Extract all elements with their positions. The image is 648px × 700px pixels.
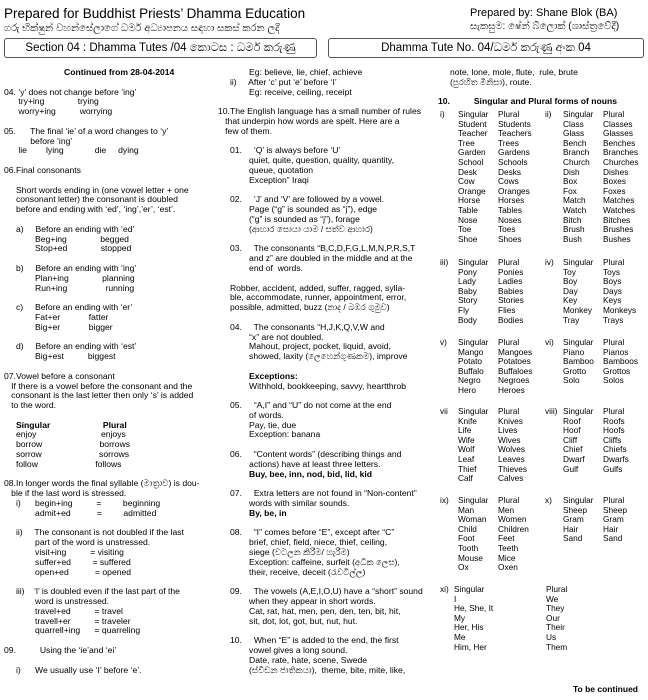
plural-word: Bitches <box>603 214 631 225</box>
text-line: their, receive, deceit (රැවටිල්ල) <box>218 566 366 577</box>
text-line: Page (“g” is sounded as “j”), edge <box>218 204 378 215</box>
column-2 <box>218 68 436 675</box>
text-line: Exception: caffeine, surfeit (අධික ලෙස), <box>218 556 400 567</box>
singular-word: Watch <box>563 205 587 215</box>
plural-word: Oranges <box>498 185 530 196</box>
text-line: Date, rate, hate, scene, Swede <box>218 654 368 665</box>
text-line: that underpin how words are spelt. Here are a <box>218 115 400 126</box>
plural-word: Bamboos <box>603 356 639 367</box>
text-line: Beg+ing begged <box>4 233 129 244</box>
text-line: actions) have at least three letters. <box>218 458 381 469</box>
plural-word: Gulfs <box>603 463 623 474</box>
text-line: 09. Using the ‘ie’and ‘ei’ <box>4 645 117 656</box>
plural-word: Dwarfs <box>603 454 629 464</box>
singular-word: Mango <box>458 346 484 357</box>
singular-word: I <box>454 593 457 604</box>
text-line: Withhold, bookkeeping, savvy, heartthrob <box>218 380 407 391</box>
text-line: word is unstressed. <box>4 596 110 607</box>
noun-group-label: vi) <box>545 337 554 347</box>
singular-word: Boy <box>563 276 578 287</box>
text-line: b) Before an ending with ‘ing’ <box>4 262 137 273</box>
singular-header: Singular <box>563 337 594 347</box>
plural-word: Women <box>498 514 527 525</box>
plural-word: Gardens <box>498 147 530 158</box>
text-line: 02. ‘J’ and ‘V’ are followed by a vowel. <box>218 194 385 205</box>
singular-word: Match <box>563 195 586 206</box>
singular-word: Sand <box>563 533 583 544</box>
text-line: If there is a vowel before the consonant and the <box>4 380 193 391</box>
singular-word: Teacher <box>458 128 488 139</box>
noun-group-label: viii) <box>545 406 558 416</box>
plural-word: Men <box>498 504 515 515</box>
text-line: worry+ing worrying <box>4 106 113 117</box>
tute-number-label: Dhamma Tute No. 04/ධර්ම කරුණු අංක 04 <box>328 38 644 58</box>
singular-word: Tree <box>458 137 475 148</box>
noun-group-label: x) <box>545 495 552 505</box>
singular-word: Key <box>563 295 578 306</box>
noun-group-label: i) <box>440 109 445 119</box>
text-line: Run+ing running <box>4 282 135 293</box>
noun-group-label: xi) <box>440 584 449 594</box>
plural-word: Thieves <box>498 463 528 474</box>
text-line: By, be, in <box>218 507 287 518</box>
plural-word: Benches <box>603 137 636 148</box>
plural-word: We <box>546 593 559 604</box>
singular-word: Him, Her <box>454 641 487 652</box>
plural-word: Feet <box>498 533 515 544</box>
text-line: Eg: believe, lie, chief, achieve <box>218 67 363 77</box>
text-line: follow follows <box>4 458 122 469</box>
plural-word: Sheep <box>603 504 627 515</box>
plural-header: Plural <box>603 109 625 119</box>
singular-word: Church <box>563 157 590 167</box>
singular-word: Toe <box>458 224 472 235</box>
text-line: part of the word is unstressed. <box>4 537 151 548</box>
column-3 <box>438 68 648 107</box>
singular-word: Child <box>458 523 477 534</box>
singular-word: Wife <box>458 434 475 445</box>
text-line: ii) The consonant is not doubled if the last <box>4 527 184 538</box>
singular-word: Desk <box>458 166 477 177</box>
singular-word: Potato <box>458 356 482 367</box>
singular-word: Branch <box>563 147 590 158</box>
singular-header: Singular <box>563 406 594 416</box>
singular-word: Shoe <box>458 233 478 244</box>
singular-header: Singular <box>458 257 489 267</box>
header-author-block <box>470 6 619 34</box>
plural-header: Plural <box>498 406 520 416</box>
singular-word: Pony <box>458 266 477 277</box>
plural-word: Bodies <box>498 314 524 325</box>
plural-word: Teeth <box>498 543 519 553</box>
singular-word: Bamboo <box>563 356 594 367</box>
text-line: Singular Plural <box>4 419 127 430</box>
singular-header: Singular <box>458 337 489 347</box>
plural-word: Wives <box>498 434 521 445</box>
text-line: note, lone, mole, flute, rule, brute <box>438 67 578 77</box>
singular-word: Buffalo <box>458 365 484 376</box>
plural-word: Teachers <box>498 128 532 139</box>
singular-word: Story <box>458 295 478 306</box>
singular-word: Nose <box>458 214 478 225</box>
singular-word: Day <box>563 285 578 296</box>
text-line: 10.The English language has a small number of rules <box>218 106 422 117</box>
text-line: siege (වටලන කිරීම/ හැරීම) <box>218 547 350 558</box>
plural-word: Lives <box>498 425 518 436</box>
text-line: 08. “I” comes before “E”, except after “C” <box>218 527 395 538</box>
text-line: Eg: receive, ceiling, receipt <box>218 86 352 97</box>
plural-word: Watches <box>603 205 635 215</box>
text-line: 07. Extra letters are not found in “Non-content” <box>218 488 417 499</box>
plural-word: Heroes <box>498 385 525 395</box>
singular-word: Ox <box>458 562 469 573</box>
text-line: (“g” is sounded as “j”), forage <box>218 213 360 224</box>
plural-word: Boys <box>603 276 622 287</box>
singular-header: Singular <box>454 584 485 594</box>
plural-word: Gram <box>603 514 624 525</box>
singular-word: Orange <box>458 185 486 196</box>
text-line: try+ing trying <box>4 96 99 107</box>
text-line: borrow borrows <box>4 439 131 450</box>
text-line: Plan+ing planning <box>4 272 135 283</box>
text-line: ble if the last word is stressed. <box>4 488 127 499</box>
singular-word: Mouse <box>458 552 483 563</box>
text-line: before and ending with ‘ed’, ‘ing’,’er’, ‘est’. <box>4 204 176 215</box>
plural-header: Plural <box>603 337 625 347</box>
text-line: Robber, accident, added, suffer, ragged, sylla- <box>218 282 406 293</box>
plural-header: Plural <box>498 495 520 505</box>
singular-word: Calf <box>458 473 473 484</box>
plural-word: Trees <box>498 137 519 148</box>
text-line: Exceptions: <box>218 370 298 381</box>
text-line: suffer+ed = suffered <box>4 556 131 567</box>
text-line: 06. “Content words” (describing things and <box>218 449 402 460</box>
plural-word: Flies <box>498 305 516 315</box>
singular-word: Gulf <box>563 463 579 474</box>
text-line: 10. When “E” is added to the end, the first <box>218 635 399 646</box>
text-line: consonant letter) the consonant is doubled <box>4 194 178 205</box>
singular-word: Class <box>563 118 584 129</box>
text-line: iii) ‘l’ is doubled even if the last part of the <box>4 586 180 597</box>
plural-word: Dishes <box>603 166 629 177</box>
plural-header: Plural <box>546 584 568 594</box>
text-line: quiet, quite, question, quality, quantity, <box>218 155 394 166</box>
singular-word: Leaf <box>458 454 475 464</box>
text-line: 10. Singular and Plural forms of nouns <box>438 96 618 107</box>
plural-word: Solos <box>603 375 624 386</box>
prepared-by: Prepared by: Shane Blok (BA) <box>470 7 618 19</box>
plural-word: Hoofs <box>603 425 625 436</box>
plural-word: Toes <box>498 224 516 235</box>
text-line: lie lying die dying <box>4 145 139 156</box>
plural-word: Classes <box>603 118 633 129</box>
singular-word: Box <box>563 176 578 187</box>
text-line: 03. The consonants “B,C,D,F,G,L,M,N,P,R,S,T <box>218 243 416 254</box>
plural-word: Stories <box>498 295 524 306</box>
singular-word: Bush <box>563 233 582 244</box>
plural-word: Brushes <box>603 224 634 235</box>
text-line: Continued from 28-04-2014 <box>64 67 175 77</box>
singular-word: Toy <box>563 266 576 277</box>
singular-word: Foot <box>458 533 475 544</box>
singular-word: Negro <box>458 375 481 386</box>
text-line: words with similar sounds. <box>218 498 350 509</box>
text-line: of words. <box>218 409 284 420</box>
plural-word: Children <box>498 523 529 534</box>
plural-word: Pianos <box>603 346 629 357</box>
singular-word: Woman <box>458 514 487 525</box>
text-line: Buy, bee, inn, nod, bid, lid, kid <box>218 468 373 479</box>
text-line: Fat+er fatter <box>4 311 109 322</box>
noun-group-label: ii) <box>545 109 552 119</box>
plural-word: Oxen <box>498 562 518 573</box>
text-line: (ස්වීඩන ජාතිකයා), theme, bite, mite, like, <box>218 664 406 675</box>
text-line: 09. The vowels (A,E,I,O,U) have a “short” sound <box>218 586 423 597</box>
plural-word: Cows <box>498 176 519 187</box>
noun-group-label: iii) <box>440 257 449 267</box>
text-line: Big+est biggest <box>4 351 116 362</box>
singular-word: Bitch <box>563 214 582 225</box>
text-line: Mahout, project, pocket, liquid, avoid, <box>218 341 391 352</box>
plural-word: Grottos <box>603 365 631 376</box>
plural-word: Bushes <box>603 233 631 244</box>
plural-word: Roofs <box>603 415 625 426</box>
text-line: Exception” Iraqi <box>218 174 309 185</box>
plural-word: Noses <box>498 214 522 225</box>
plural-header: Plural <box>498 257 520 267</box>
text-line: visit+ing = visiting <box>4 547 124 558</box>
singular-header: Singular <box>458 406 489 416</box>
plural-word: Toys <box>603 266 621 277</box>
singular-word: Gram <box>563 514 584 525</box>
singular-word: Glass <box>563 128 585 139</box>
text-line: ii) After ‘c’ put ‘e’ before ‘I’ <box>218 76 337 87</box>
text-line: Stop+ed stopped <box>4 243 132 254</box>
plural-word: Ladies <box>498 276 523 287</box>
text-line: queue, quotation <box>218 164 314 175</box>
plural-header: Plural <box>603 406 625 416</box>
singular-word: Roof <box>563 415 581 426</box>
singular-word: Knife <box>458 415 477 426</box>
text-line: travel+ed = travel <box>4 605 123 616</box>
section-label: Section 04 : Dhamma Tutes /04 කොටස : ධර්ම කරුණු <box>4 38 317 58</box>
text-line: travell+er = traveler <box>4 615 131 626</box>
plural-word: Ponies <box>498 266 524 277</box>
plural-word: Chiefs <box>603 444 627 455</box>
singular-word: Grotto <box>563 365 587 376</box>
plural-word: Knives <box>498 415 523 426</box>
plural-word: Our <box>546 612 560 623</box>
plural-word: Keys <box>603 295 622 306</box>
plural-header: Plural <box>498 109 520 119</box>
text-line: when they appear in short words. <box>218 596 376 607</box>
text-line: before ‘ing’ <box>4 135 73 146</box>
plural-header: Plural <box>603 495 625 505</box>
plural-word: Their <box>546 622 565 633</box>
plural-word: Desks <box>498 166 522 177</box>
singular-word: Cow <box>458 176 475 187</box>
plural-word: Students <box>498 118 531 129</box>
singular-word: Lady <box>458 276 476 287</box>
plural-word: Matches <box>603 195 635 206</box>
plural-word: Cliffs <box>603 434 622 445</box>
singular-word: Cliff <box>563 434 578 445</box>
plural-word: Babies <box>498 285 524 296</box>
plural-word: Us <box>546 632 557 642</box>
plural-word: Calves <box>498 473 524 484</box>
singular-word: He, She, It <box>454 603 494 614</box>
column-1 <box>4 68 214 675</box>
header-title-block <box>4 6 305 36</box>
text-line: Cat, rat, hat, men, pen, den, ten, bit, hit, <box>218 605 401 616</box>
text-line: 04. ‘y’ does not change before ‘ing’ <box>4 86 137 97</box>
plural-word: Glasses <box>603 128 633 139</box>
text-line: to the word. <box>4 400 57 411</box>
plural-word: Mangoes <box>498 346 533 357</box>
plural-word: Shoes <box>498 233 522 244</box>
plural-header: Plural <box>603 257 625 267</box>
text-line: 06.Final consonants <box>4 164 81 175</box>
text-line: 07.Vowel before a consonant <box>4 370 115 381</box>
text-line: end of words. <box>218 262 304 273</box>
singular-header: Singular <box>458 495 489 505</box>
plural-word: Foxes <box>603 185 626 196</box>
plural-word: Days <box>603 285 622 296</box>
singular-word: Tooth <box>458 543 479 553</box>
text-line: enjoy enjoys <box>4 429 126 440</box>
header-subtitle: ගරු භික්ෂුන් වහන්සේලාගේ ධර්ම අධ්‍යාපනය සඳහා සකස් කරන ලදී <box>4 23 280 34</box>
noun-group-label: iv) <box>545 257 554 267</box>
text-line: (ආහාර සොයා යාම / සත්ව ආහාර) <box>218 223 373 234</box>
text-line: Big+er bigger <box>4 321 113 332</box>
singular-word: My <box>454 612 466 623</box>
singular-word: Dish <box>563 166 580 177</box>
singular-header: Singular <box>563 109 594 119</box>
singular-word: Chief <box>563 444 583 455</box>
header-title: Prepared for Buddhist Priests’ Dhamma Education <box>4 6 306 21</box>
singular-word: Hoof <box>563 425 581 436</box>
text-line: vowel gives a long sound. <box>218 645 348 656</box>
text-line: Exception: banana <box>218 429 321 440</box>
plural-word: Tables <box>498 205 522 215</box>
singular-word: Body <box>458 314 477 325</box>
text-line: and z” are doubled in the middle and at the <box>218 253 413 264</box>
singular-word: Hair <box>563 523 579 534</box>
singular-word: Bench <box>563 137 587 148</box>
singular-word: Piano <box>563 346 585 357</box>
plural-word: Potatoes <box>498 356 531 367</box>
plural-word: Buffaloes <box>498 365 533 376</box>
singular-word: Me <box>454 632 466 642</box>
singular-word: Baby <box>458 285 477 296</box>
text-line: i) We usually use ‘I’ before ‘e’. <box>4 664 142 675</box>
plural-word: Sand <box>603 533 623 544</box>
text-line: 05. “A,I” and “U” do not come at the end <box>218 400 392 411</box>
singular-word: Man <box>458 504 475 515</box>
singular-header: Singular <box>563 495 594 505</box>
text-line: admit+ed = admitted <box>4 507 157 518</box>
plural-word: Branches <box>603 147 639 158</box>
plural-word: Horses <box>498 195 525 206</box>
text-line: Pay, tie, due <box>218 419 297 430</box>
singular-word: Student <box>458 118 487 129</box>
noun-group-label: vii <box>440 406 448 416</box>
singular-word: Her, His <box>454 622 484 633</box>
text-line: consonant is the last letter then only ‘s’ is added <box>4 390 194 401</box>
text-line: open+ed = opened <box>4 566 132 577</box>
singular-word: Solo <box>563 375 580 386</box>
plural-word: Monkeys <box>603 305 637 315</box>
singular-word: Life <box>458 425 472 436</box>
text-line: ble, accommodate, runner, appointment, error, <box>218 292 407 303</box>
text-line: c) Before an ending with ‘er’ <box>4 302 133 313</box>
text-line: 04. The consonants “H,J,K,Q,V,W and <box>218 321 385 332</box>
text-line: 08.In longer words the final syllable (මාත්‍රාව) is dou- <box>4 478 200 489</box>
prepared-by-sinhala: සැකසුම: ෂේන් බ්ලොක් (ශාස්ත්‍රවේදී) <box>470 21 620 32</box>
text-line: brief, chief, field, niece, thief, ceiling, <box>218 537 388 548</box>
singular-word: Thief <box>458 463 477 474</box>
text-line: a) Before an ending with ‘ed’ <box>4 223 135 234</box>
text-line: few of them. <box>218 125 272 136</box>
singular-word: Hero <box>458 385 476 395</box>
plural-header: Plural <box>498 337 520 347</box>
plural-word: Mice <box>498 552 516 563</box>
singular-word: Dwarf <box>563 454 585 464</box>
singular-header: Singular <box>458 109 489 119</box>
plural-word: Schools <box>498 157 528 167</box>
singular-word: Fly <box>458 305 470 315</box>
noun-group-label: ix) <box>440 495 449 505</box>
singular-word: Fox <box>563 185 577 196</box>
text-line: (පුරහිත මිනිසා), route. <box>438 76 532 87</box>
plural-word: Negroes <box>498 375 530 386</box>
noun-group-label: v) <box>440 337 447 347</box>
text-line: Short words ending in (one vowel letter + one <box>4 184 189 195</box>
plural-word: They <box>546 603 565 614</box>
text-line: d) Before an ending with ‘est’ <box>4 341 137 352</box>
to-be-continued: To be continued <box>572 684 638 694</box>
plural-word: Them <box>546 641 568 652</box>
singular-word: Brush <box>563 224 585 235</box>
text-line: showed, laxity (ලෙහෙන්ගුණකම), improve <box>218 351 408 362</box>
plural-word: Churches <box>603 157 639 167</box>
plural-word: Leaves <box>498 454 525 464</box>
text-line: “x” are not doubled. <box>218 331 324 342</box>
text-line: sit, dot, lot, got, but, nut, hut. <box>218 615 358 626</box>
text-line: i) begin+ing = beginning <box>4 498 161 509</box>
singular-word: Tray <box>563 314 580 325</box>
singular-word: Horse <box>458 195 481 206</box>
text-line: 05. The final ‘ie’ of a word changes to ‘y’ <box>4 125 169 136</box>
singular-word: Table <box>458 205 478 215</box>
text-line: 01. ‘Q’ is always before ‘U’ <box>218 145 341 156</box>
singular-word: Sheep <box>563 504 587 515</box>
singular-word: School <box>458 157 484 167</box>
plural-word: Boxes <box>603 176 627 187</box>
singular-word: Wolf <box>458 444 475 455</box>
text-line: quarrell+ing = quarreling <box>4 625 141 636</box>
text-line: possible, admitted, buzz (නාද / බඹර ගුමුව) <box>218 302 390 313</box>
singular-word: Monkey <box>563 305 593 315</box>
text-line: sorrow sorrows <box>4 449 130 460</box>
plural-word: Wolves <box>498 444 526 455</box>
plural-word: Trays <box>603 314 624 325</box>
singular-word: Garden <box>458 147 486 158</box>
plural-word: Hair <box>603 523 619 534</box>
singular-header: Singular <box>563 257 594 267</box>
